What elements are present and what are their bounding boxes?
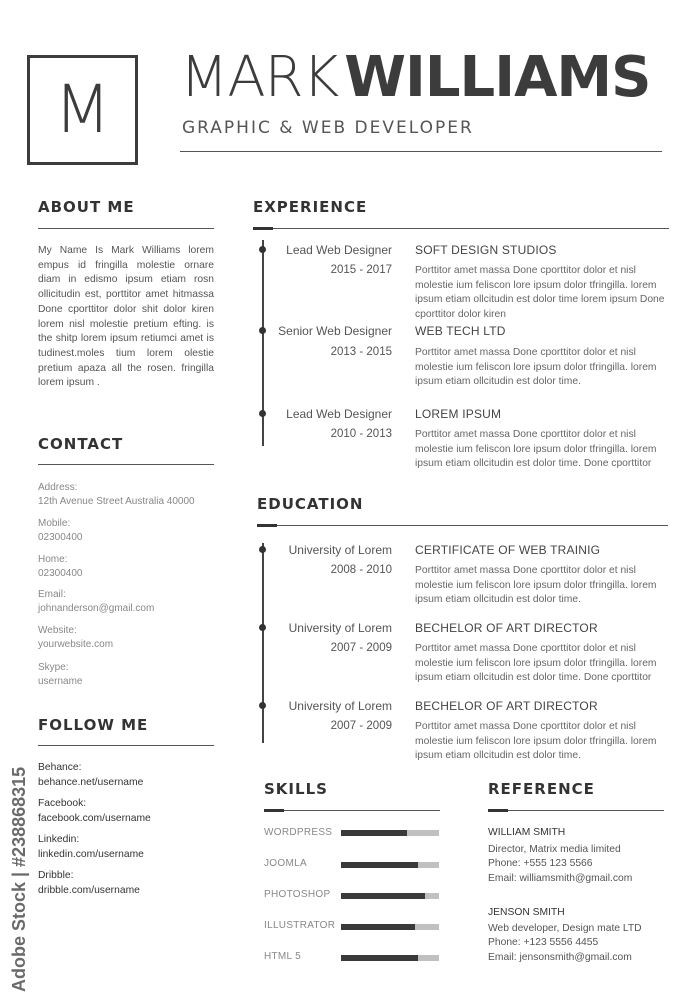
skill-bar-fill (341, 924, 415, 930)
experience-role: Senior Web Designer (278, 324, 392, 338)
full-name (180, 44, 650, 111)
follow-label: Behance: (38, 762, 82, 773)
skills-divider (264, 810, 440, 811)
monogram-letter: M (54, 71, 111, 148)
skills-accent (264, 809, 284, 812)
follow-label: Facebook: (38, 798, 87, 809)
linkedin-link[interactable]: linkedin.com/username (38, 849, 144, 860)
skill-bar-fill (341, 893, 425, 899)
reference-name: JENSON SMITH (488, 907, 565, 918)
skills-heading: SKILLS (264, 780, 328, 798)
header-divider (180, 151, 662, 152)
education-degree: BECHELOR OF ART DIRECTOR (415, 621, 598, 635)
skill-name: PHOTOSHOP (264, 889, 331, 900)
reference-position: Web developer, Design mate LTD (488, 923, 642, 934)
contact-label: Website: (38, 625, 77, 636)
experience-role: Lead Web Designer (286, 407, 392, 421)
education-heading: EDUCATION (257, 495, 364, 513)
experience-company: SOFT DESIGN STUDIOS (415, 243, 557, 257)
contact-home: 02300400 (38, 568, 83, 579)
experience-description: Porttitor amet massa Done cporttitor dolor et nisl molestie ium feliscon lore ipsum dolor tfringilla. lorem ipsum etiam ollcitudin est dolor time. (415, 347, 657, 387)
contact-mobile: 02300400 (38, 532, 83, 543)
education-school: University of Lorem (288, 699, 392, 713)
experience-years: 2015 - 2017 (330, 264, 392, 276)
skill-bar (341, 924, 439, 930)
reference-email: Email: jensonsmith@gmail.com (488, 952, 632, 963)
reference-name: WILLIAM SMITH (488, 827, 566, 838)
stock-watermark (5, 760, 35, 992)
education-school: University of Lorem (288, 543, 392, 557)
about-heading: ABOUT ME (38, 198, 135, 216)
reference-heading: REFERENCE (488, 780, 595, 798)
first-name: MARK (180, 45, 339, 110)
education-years: 2008 - 2010 (330, 564, 392, 576)
contact-email[interactable]: johnanderson@gmail.com (38, 603, 155, 614)
skill-bar (341, 893, 439, 899)
contact-label: Email: (38, 589, 66, 600)
contact-label: Skype: (38, 662, 69, 673)
reference-email: Email: williamsmith@gmail.com (488, 873, 633, 884)
reference-accent (488, 809, 508, 812)
stock-watermark-text: Adobe Stock | #238868315 (9, 766, 29, 992)
education-years: 2007 - 2009 (330, 642, 392, 654)
education-description: Porttitor amet massa Done cporttitor dolor et nisl molestie ium feliscon lore ipsum dolor tfringilla. lorem ipsum etiam ollcitudin est dolor time. (415, 565, 657, 605)
behance-link[interactable]: behance.net/username (38, 777, 144, 788)
skill-bar-fill (341, 862, 418, 868)
education-description: Porttitor amet massa Done cporttitor dolor et nisl molestie ium feliscon lore ipsum dolor tfringilla. lorem ipsum etiam ollcitudin est dolor time. Done cporttitor (415, 643, 657, 683)
skill-bar-fill (341, 830, 407, 836)
facebook-link[interactable]: facebook.com/username (38, 813, 151, 824)
experience-company: WEB TECH LTD (415, 324, 506, 338)
follow-divider (38, 745, 214, 746)
contact-address: 12th Avenue Street Australia 40000 (38, 496, 195, 507)
contact-website[interactable]: yourwebsite.com (38, 639, 114, 650)
contact-label: Home: (38, 554, 68, 565)
reference-phone: Phone: +555 123 5566 (488, 858, 593, 869)
experience-role: Lead Web Designer (286, 243, 392, 257)
about-divider (38, 228, 214, 229)
skill-name: WORDPRESS (264, 827, 333, 838)
contact-label: Mobile: (38, 518, 71, 529)
education-description: Porttitor amet massa Done cporttitor dolor et nisl molestie ium feliscon lore ipsum dolor tfringilla. lorem ipsum etiam ollcitudin est dolor time. (415, 721, 657, 761)
education-degree: CERTIFICATE OF WEB TRAINIG (415, 543, 601, 557)
experience-years: 2010 - 2013 (330, 428, 392, 440)
skill-name: ILLUSTRATOR (264, 920, 336, 931)
job-title: GRAPHIC & WEB DEVELOPER (182, 118, 474, 138)
reference-position: Director, Matrix media limited (488, 844, 621, 855)
follow-label: Dribble: (38, 870, 74, 881)
skill-bar (341, 862, 439, 868)
skill-bar (341, 955, 439, 961)
education-years: 2007 - 2009 (330, 720, 392, 732)
skill-bar (341, 830, 439, 836)
experience-description: Porttitor amet massa Done cporttitor dolor et nisl molestie ium feliscon lore ipsum dolor tfringilla. lorem ipsum etiam ollcitudin est dolor time lorem ipsum Done cporttitor dolor kiren (415, 265, 665, 320)
education-school: University of Lorem (288, 621, 392, 635)
education-accent (257, 524, 277, 527)
skill-name: JOOMLA (264, 858, 307, 869)
reference-divider (488, 810, 664, 811)
experience-divider (253, 228, 669, 229)
about-text: My Name Is Mark Williams lorem empus id fringilla molestie ornare diam in edismo ipsum etiam rosn ollicitudin est, porttitor amet hitmassa Done cporttitor dolor shit dolor kiren lorem nisl molestie pretium efting. is the shitp lorem ipsum retiumci amet is tudinest.moles tium lorem olestie pretium apaza all the rosen. fringilla lorem ipsum . (38, 245, 214, 389)
contact-heading: CONTACT (38, 435, 124, 453)
skill-name: HTML 5 (264, 951, 301, 962)
contact-divider (38, 464, 214, 465)
experience-accent (253, 227, 273, 230)
education-degree: BECHELOR OF ART DIRECTOR (415, 699, 598, 713)
follow-label: Linkedin: (38, 834, 80, 845)
skill-bar-fill (341, 955, 418, 961)
last-name: WILLIAMS (344, 45, 651, 110)
contact-skype: username (38, 676, 83, 687)
experience-company: LOREM IPSUM (415, 407, 502, 421)
experience-years: 2013 - 2015 (330, 346, 392, 358)
dribbble-link[interactable]: dribble.com/username (38, 885, 140, 896)
follow-heading: FOLLOW ME (38, 716, 149, 734)
education-divider (257, 525, 668, 526)
experience-description: Porttitor amet massa Done cporttitor dolor et nisl molestie ium feliscon lore ipsum dolor tfringilla. lorem ipsum etiam ollcitudin est dolor time. Done cporttitor (415, 429, 657, 469)
reference-phone: Phone: +123 5556 4455 (488, 937, 599, 948)
contact-label: Address: (38, 482, 78, 493)
monogram-box (27, 55, 138, 165)
experience-heading: EXPERIENCE (253, 198, 368, 216)
